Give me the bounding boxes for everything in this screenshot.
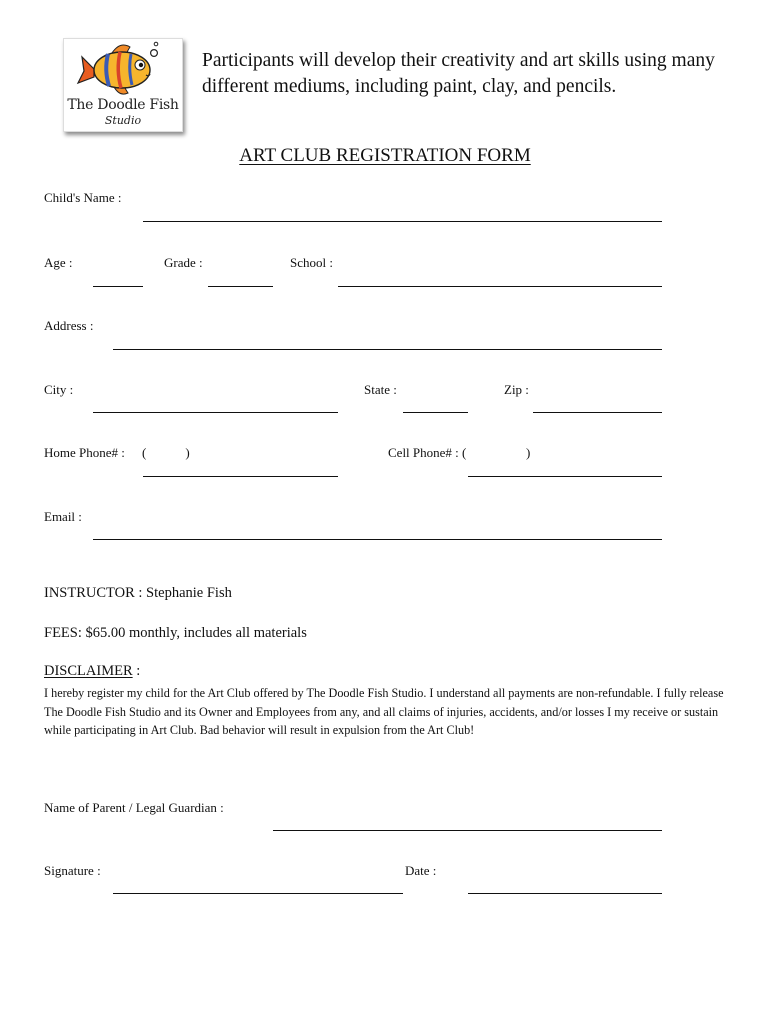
city-field[interactable]: [93, 412, 338, 413]
child-name-field[interactable]: [143, 221, 662, 222]
grade-field[interactable]: [208, 286, 273, 287]
instructor-text: INSTRUCTOR : Stephanie Fish: [44, 585, 232, 601]
email-field[interactable]: [93, 539, 662, 540]
page-title: [0, 145, 770, 167]
cell-phone-label: Cell Phone# : (: [388, 445, 467, 460]
address-field[interactable]: [113, 349, 662, 350]
school-label: School :: [290, 255, 333, 270]
date-field[interactable]: [468, 893, 662, 894]
age-label: Age :: [44, 255, 73, 270]
address-label: Address :: [44, 318, 94, 333]
date-label: Date :: [405, 863, 437, 878]
age-field[interactable]: [93, 286, 143, 287]
disclaimer-heading-text: DISCLAIMER: [44, 663, 133, 679]
logo-name: The Doodle Fish: [67, 97, 179, 113]
grade-label: Grade :: [164, 255, 203, 270]
logo-subtitle: Studio: [104, 114, 142, 127]
state-label: State :: [364, 382, 397, 397]
email-label: Email :: [44, 509, 82, 524]
child-name-label: Child's Name :: [44, 190, 122, 205]
disclaimer-text: I hereby register my child for the Art Club offered by The Doodle Fish Studio. I understand all payments are non-refundable. I fully release The Doodle Fish Studio and its Owner and Employees from any, and all claims of injuries, accidents, and/or losses I my receive or sustain while participating in Art Club. Bad behavior will result in expulsion from the Art Club!: [44, 686, 724, 737]
cell-phone-paren-close: ): [526, 445, 531, 460]
state-field[interactable]: [403, 412, 468, 413]
studio-logo: [63, 38, 183, 132]
home-phone-area-code: ( ): [142, 445, 190, 460]
fees-text: FEES: $65.00 monthly, includes all materials: [44, 625, 307, 641]
school-field[interactable]: [338, 286, 662, 287]
home-phone-label: Home Phone# :: [44, 445, 125, 460]
guardian-field[interactable]: [273, 830, 662, 831]
page-title-text: ART CLUB REGISTRATION FORM: [239, 145, 531, 166]
zip-label: Zip :: [504, 382, 529, 397]
disclaimer-heading: [44, 663, 140, 680]
disclaimer-colon: :: [132, 663, 141, 679]
signature-label: Signature :: [44, 863, 101, 878]
cell-phone-field[interactable]: [468, 476, 662, 477]
home-phone-field[interactable]: [143, 476, 338, 477]
signature-field[interactable]: [113, 893, 403, 894]
city-label: City :: [44, 382, 74, 397]
guardian-label: Name of Parent / Legal Guardian :: [44, 800, 224, 815]
zip-field[interactable]: [533, 412, 662, 413]
intro-text: Participants will develop their creativity and art skills using many different mediums, including paint, clay, and pencils.: [202, 50, 715, 97]
